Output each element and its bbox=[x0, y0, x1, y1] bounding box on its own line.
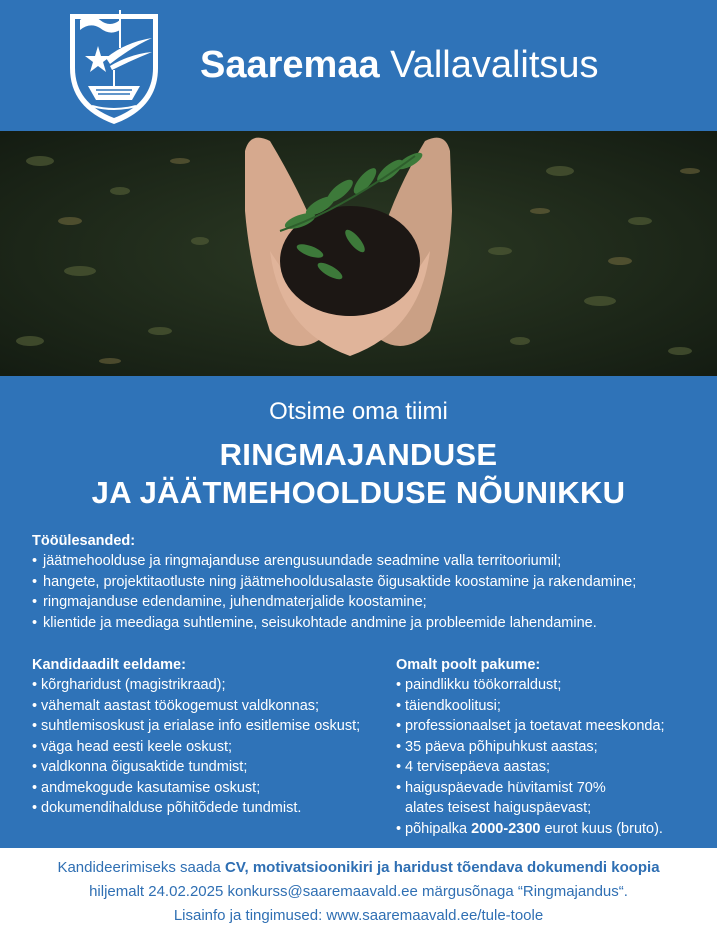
salary-item bbox=[396, 819, 706, 840]
job-title-line1: RINGMAJANDUSE bbox=[219, 437, 498, 472]
list-item: • 4 tervisepäeva aastas; bbox=[396, 757, 706, 778]
list-item: • hangete, projektitaotluste ning jäätmehooldusalaste õigusaktide koostamine ja rakendamine; bbox=[32, 572, 702, 593]
job-title bbox=[0, 436, 717, 512]
duties-heading: Tööülesanded: bbox=[32, 533, 136, 549]
footer-line1-prefix: Kandideerimiseks saada bbox=[57, 859, 226, 876]
offer-salary bbox=[396, 819, 706, 840]
header-bar bbox=[0, 0, 717, 131]
requirements-list bbox=[32, 675, 382, 819]
list-item: • suhtlemisoskust ja erialase info esitlemise oskust; bbox=[32, 716, 382, 737]
list-item: • valdkonna õigusaktide tundmist; bbox=[32, 757, 382, 778]
organization-name-light: Vallavalitsus bbox=[390, 44, 599, 86]
footer-line1 bbox=[0, 856, 717, 880]
salary-amount: 2000-2300 bbox=[471, 820, 541, 837]
footer-line3: Lisainfo ja tingimused: www.saaremaavald.ee/tule-toole bbox=[173, 907, 544, 924]
list-item: • 35 päeva põhipuhkust aastas; bbox=[396, 737, 706, 758]
list-item: • andmekogude kasutamise oskust; bbox=[32, 778, 382, 799]
duties-section bbox=[32, 531, 702, 633]
organization-name-bold: Saaremaa bbox=[200, 44, 380, 86]
list-item: • vähemalt aastast töökogemust valdkonnas; bbox=[32, 696, 382, 717]
list-item: • täiendkoolitusi; bbox=[396, 696, 706, 717]
requirements-section bbox=[32, 655, 382, 819]
list-item: • klientide ja meediaga suhtlemine, seisukohtade andmine ja probleemide lahendamine. bbox=[32, 613, 702, 634]
hands-holding-seedling-image bbox=[0, 131, 717, 376]
organization-name bbox=[200, 46, 599, 84]
salary-suffix: eurot kuus (bruto). bbox=[540, 820, 663, 837]
lead-text: Otsime oma tiimi bbox=[269, 398, 448, 425]
list-item: • dokumendihalduse põhitõdede tundmist. bbox=[32, 798, 382, 819]
saaremaa-coat-of-arms-icon bbox=[66, 8, 162, 126]
footer-line1-bold: CV, motivatsioonikiri ja haridust tõendava dokumendi koopia bbox=[225, 859, 660, 876]
offer-list bbox=[396, 675, 706, 798]
list-item: • paindlikku töökorraldust; bbox=[396, 675, 706, 696]
list-item: • professionaalset ja toetavat meeskonda; bbox=[396, 716, 706, 737]
footer-contact bbox=[0, 848, 717, 934]
list-item: • haiguspäevade hüvitamist 70% bbox=[396, 778, 706, 799]
list-item: • väga head eesti keele oskust; bbox=[32, 737, 382, 758]
offer-heading: Omalt poolt pakume: bbox=[396, 657, 541, 673]
list-item: • kõrgharidust (magistrikraad); bbox=[32, 675, 382, 696]
list-item: • jäätmehoolduse ja ringmajanduse arengusuundade seadmine valla territooriumil; bbox=[32, 551, 702, 572]
footer-line2: hiljemalt 24.02.2025 konkurss@saaremaavald.ee märgusõnaga “Ringmajandus“. bbox=[89, 883, 628, 900]
list-item: • ringmajanduse edendamine, juhendmaterjalide koostamine; bbox=[32, 592, 702, 613]
duties-list bbox=[32, 551, 702, 633]
salary-prefix: põhipalka bbox=[405, 820, 472, 837]
requirements-heading: Kandidaadilt eeldame: bbox=[32, 657, 186, 673]
job-title-line2: JA JÄÄTMEHOOLDUSE NÕUNIKKU bbox=[91, 475, 626, 510]
offer-section bbox=[396, 655, 706, 839]
list-item-continuation: alates teisest haiguspäevast; bbox=[405, 800, 592, 816]
